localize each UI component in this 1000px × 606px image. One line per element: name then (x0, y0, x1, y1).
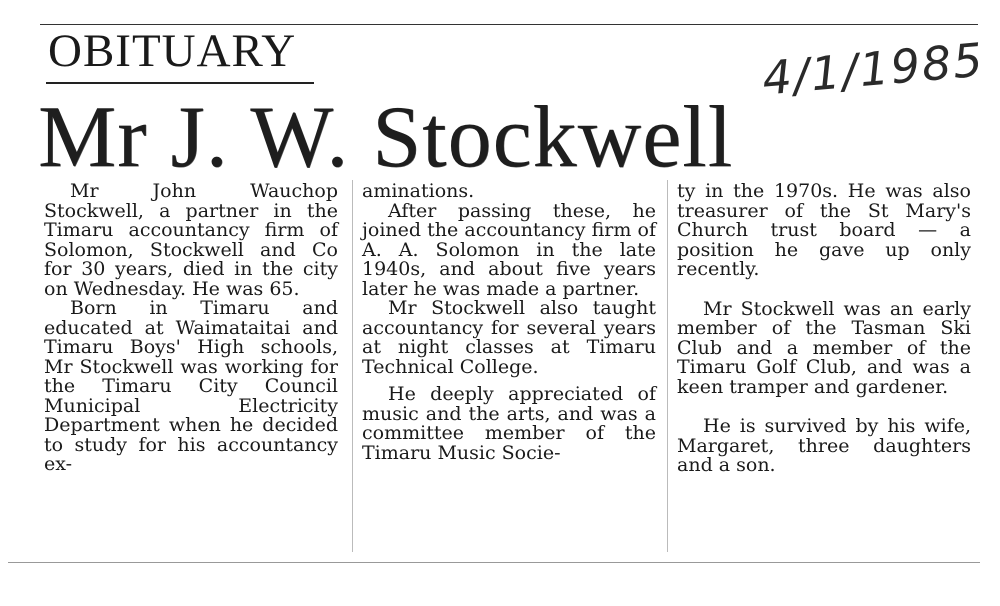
paragraph: Mr John Wauchop Stockwell, a partner in the Timaru accountancy firm of Solomon, Stockwell and Co for 30 years, died in the city on Wednesday. He was 65. (44, 180, 338, 300)
kicker-underline (46, 82, 314, 84)
paragraph: He deeply appreciated of music and the arts, and was a committee member of the Timaru Music Socie- (362, 383, 656, 464)
paragraph-continuation: aminations. (362, 180, 475, 202)
paragraph: Mr Stockwell was an early member of the Tasman Ski Club and a member of the Timaru Golf Club, and was a keen tramper and gardener. (677, 297, 971, 398)
paragraph: Born in Timaru and educated at Waimataitai and Timaru Boys' High schools, Mr Stockwell was working for the Timaru City Council Municipal Electricity Department when he decided to study for his accountancy ex- (44, 297, 338, 475)
handwritten-date: 4/1/1985 (760, 32, 987, 106)
headline: Mr J. W. Stockwell (38, 89, 734, 186)
bottom-rule (8, 562, 980, 563)
article-column-2 (362, 182, 656, 463)
paragraph-continuation: ty in the 1970s. He was also treasurer of the St Mary's Church trust board — a position he gave up only recently. (677, 180, 971, 280)
column-divider (667, 180, 668, 552)
paragraph: He is survived by his wife, Margaret, three daughters and a son. (677, 415, 971, 476)
column-divider (352, 180, 353, 552)
article-column-1 (44, 182, 338, 475)
article-column-3 (677, 182, 971, 476)
paragraph: After passing these, he joined the accountancy firm of A. A. Solomon in the late 1940s, and about five years later he was made a partner. (362, 199, 656, 300)
section-kicker: OBITUARY (48, 25, 297, 77)
paragraph: Mr Stockwell also taught accountancy for several years at night classes at Timaru Technical College. (362, 297, 656, 378)
